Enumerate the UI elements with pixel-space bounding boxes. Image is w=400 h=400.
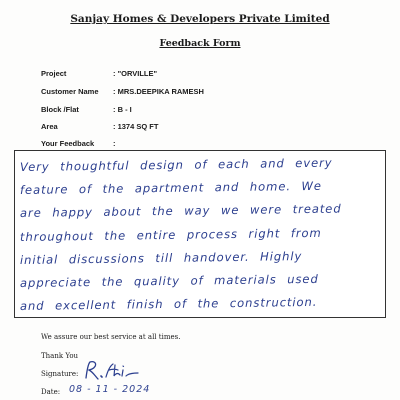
area-label: Area bbox=[41, 122, 58, 131]
customer-name-label: Customer Name bbox=[41, 87, 99, 96]
area-value: : 1374 SQ FT bbox=[113, 122, 159, 131]
project-label: Project bbox=[41, 69, 67, 78]
feedback-line-7: and excellent finish of the construction. bbox=[19, 294, 318, 313]
company-name: Sanjay Homes & Developers Private Limited bbox=[70, 13, 330, 25]
feedback-colon: : bbox=[113, 139, 116, 148]
block-flat-label: Block /Flat bbox=[41, 105, 79, 114]
feedback-label: Your Feedback bbox=[41, 139, 95, 148]
thank-you-text: Thank You bbox=[41, 352, 79, 360]
form-title: Feedback Form bbox=[159, 38, 241, 49]
date-value: 08 - 11 - 2024 bbox=[69, 384, 151, 395]
signature-label: Signature: bbox=[41, 370, 79, 378]
feedback-box bbox=[14, 150, 386, 318]
block-flat-value: : B - I bbox=[113, 105, 132, 114]
feedback-line-3: are happy about the way we were treated bbox=[19, 201, 342, 220]
customer-name-value: : MRS.DEEPIKA RAMESH bbox=[113, 87, 204, 96]
signature-mark bbox=[82, 358, 142, 384]
feedback-line-2: feature of the apartment and home. We bbox=[19, 178, 322, 197]
feedback-line-4: throughout the entire process right from bbox=[19, 225, 322, 244]
date-label: Date: bbox=[41, 388, 61, 396]
feedback-line-6: appreciate the quality of materials used bbox=[19, 271, 319, 290]
feedback-line-1: Very thoughtful design of each and every bbox=[19, 155, 333, 174]
feedback-line-5: initial discussions till handover. Highly bbox=[19, 249, 303, 267]
assurance-text: We assure our best service at all times. bbox=[41, 333, 181, 341]
project-value: : "ORVILLE" bbox=[113, 69, 158, 78]
